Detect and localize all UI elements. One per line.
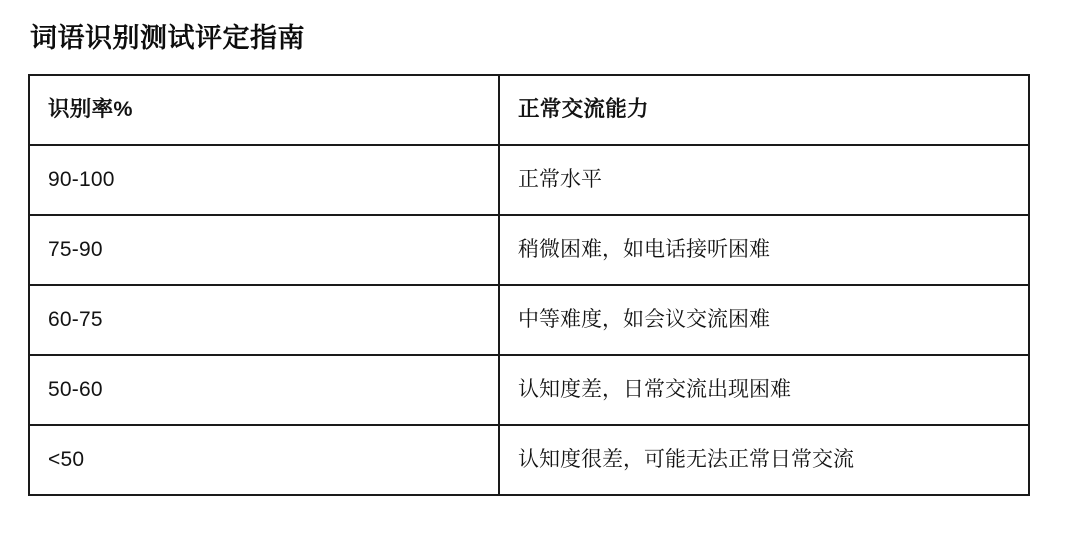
cell-communication-ability: 认知度很差，可能无法正常日常交流	[499, 425, 1029, 495]
cell-communication-ability: 稍微困难，如电话接听困难	[499, 215, 1029, 285]
table-header-row	[29, 75, 1029, 145]
column-header-recognition-rate: 识别率%	[29, 75, 499, 145]
cell-communication-ability: 认知度差，日常交流出现困难	[499, 355, 1029, 425]
table-row	[29, 355, 1029, 425]
table-row	[29, 425, 1029, 495]
cell-recognition-rate: 60-75	[29, 285, 499, 355]
cell-communication-ability: 中等难度，如会议交流困难	[499, 285, 1029, 355]
cell-recognition-rate: 50-60	[29, 355, 499, 425]
page-title: 词语识别测试评定指南	[30, 23, 305, 53]
cell-recognition-rate: 75-90	[29, 215, 499, 285]
word-recognition-guide-table	[28, 74, 1030, 496]
cell-recognition-rate: <50	[29, 425, 499, 495]
table-row	[29, 285, 1029, 355]
table-row	[29, 145, 1029, 215]
table-row	[29, 215, 1029, 285]
column-header-communication-ability: 正常交流能力	[499, 75, 1029, 145]
cell-communication-ability: 正常水平	[499, 145, 1029, 215]
table-header	[29, 75, 1029, 145]
table-body	[29, 145, 1029, 495]
cell-recognition-rate: 90-100	[29, 145, 499, 215]
